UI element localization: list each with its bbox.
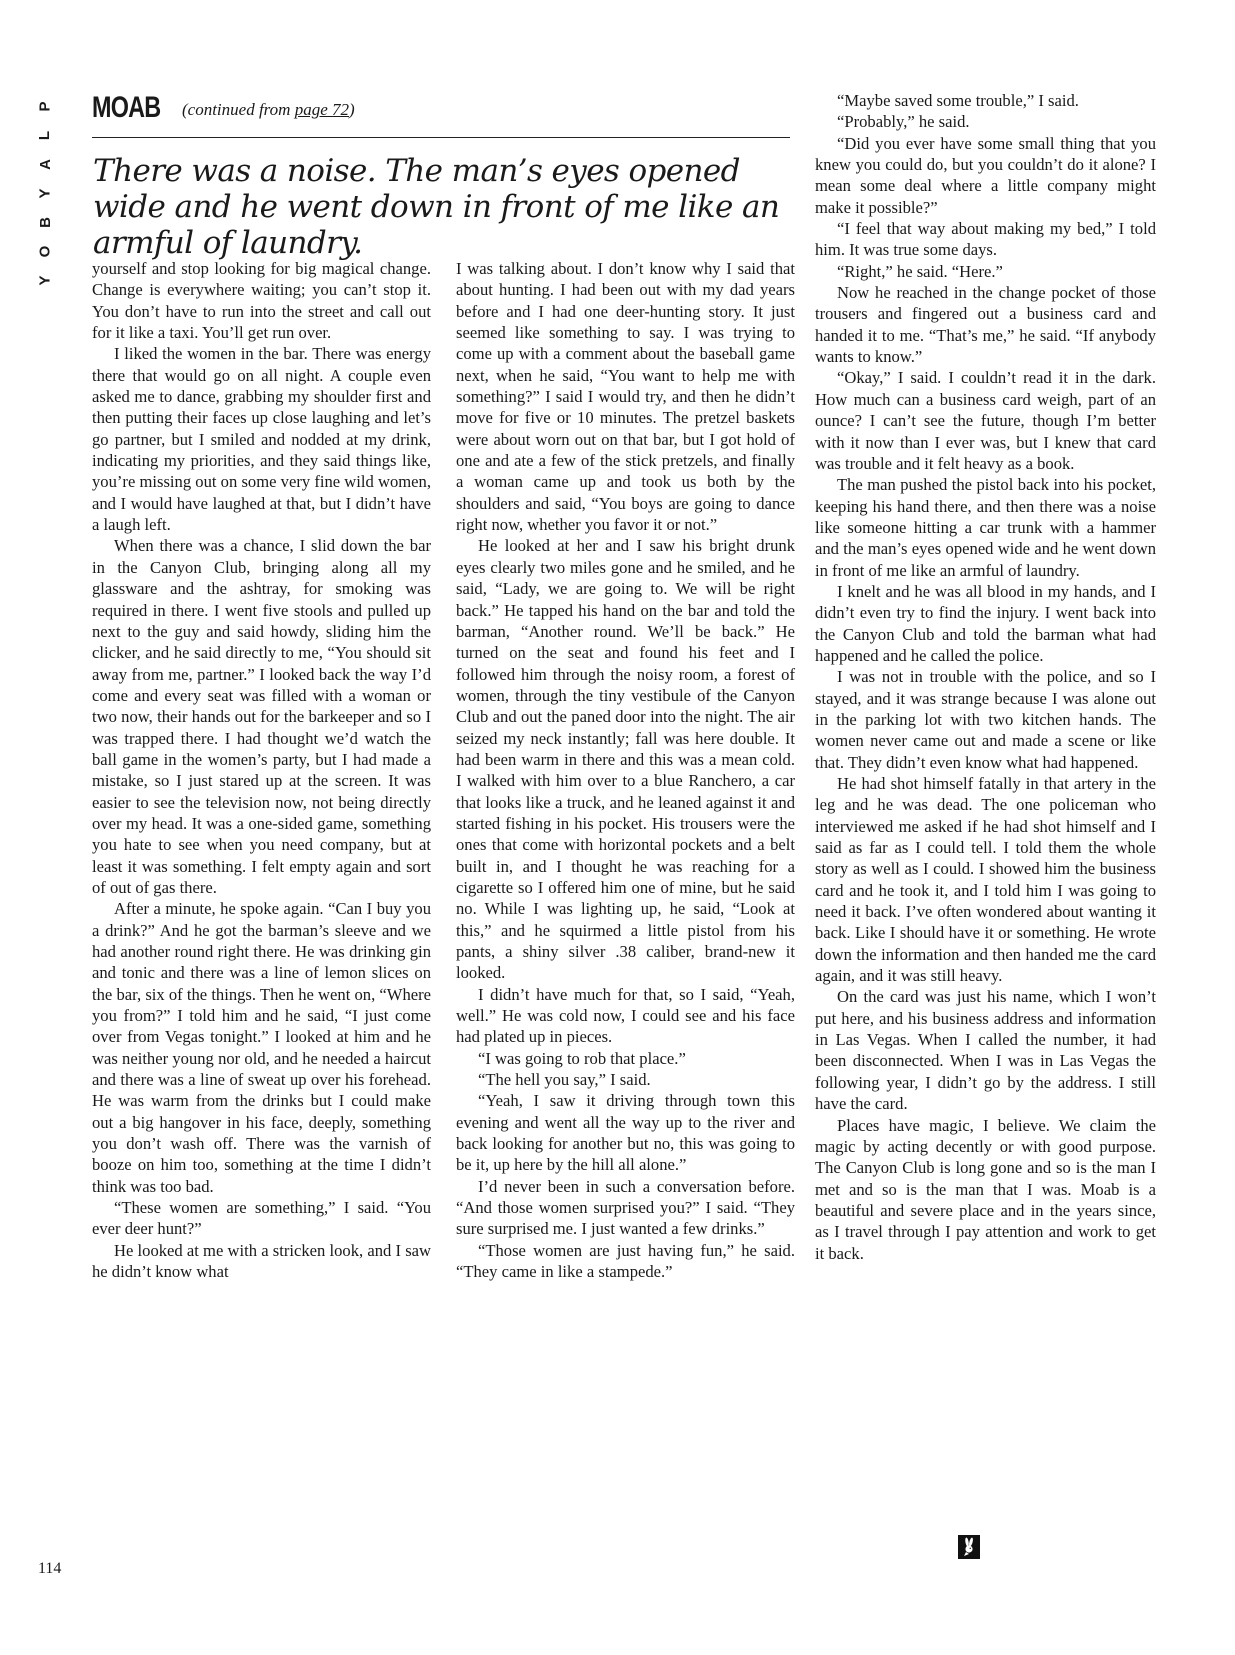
bunny-logo-icon (961, 1537, 977, 1557)
paragraph: The man pushed the pistol back into his pocket, keeping his hand there, and then there was a noise like someone hitting a car trunk with a hammer and the man’s eyes opened wide and he went down in front of me like an armful of laundry. (815, 475, 1156, 580)
paragraph: On the card was just his name, which I won’t put here, and his business address and information in Las Vegas. When I called the number, it had been disconnected. When I was in Las Vegas the following year, I didn’t go by the address. I still have the card. (815, 987, 1156, 1114)
paragraph: “The hell you say,” I said. (478, 1070, 651, 1090)
paragraph: “I was going to rob that place.” (478, 1048, 686, 1068)
paragraph: Now he reached in the change pocket of those trousers and fingered out a business card and handed it to me. “That’s me,” he said. “If anybody wants to know.” (815, 283, 1156, 367)
paragraph: When there was a chance, I slid down the bar in the Canyon Club, bringing along all my glassware and the ashtray, for smoking was required in there. I went five stools and pulled up next to the guy and said howdy, sliding him the clicker, and he said directly to me, “You should sit away from me, partner.” I looked back the way I’d come and every seat was filled with a woman or two now, their hands out for the barkeeper and so I was trapped there. I had thought we’d watch the ball game in the women’s party, but I had made a mistake, so I just stared up at the screen. It was easier to see the television now, not being directly over my head. It was a one-sided game, something you hate to see when you need company, but at least it was something. I felt empty again and sort of out of gas there. (92, 536, 431, 897)
article-header (92, 90, 790, 132)
magazine-name-vertical (30, 92, 60, 295)
magazine-letter: B (36, 217, 54, 228)
continued-suffix: ) (348, 100, 355, 119)
bunny-logo-icon (958, 1535, 980, 1559)
magazine-letter: A (36, 159, 54, 170)
paragraph: I knelt and he was all blood in my hands, and I didn’t even try to find the injury. I went back into the Canyon Club and told the barman what had happened and he called the police. (815, 581, 1156, 665)
paragraph: “Those women are just having fun,” he said. “They came in like a stampede.” (456, 1240, 795, 1282)
paragraph: “Maybe saved some trouble,” I said. (837, 91, 1079, 110)
paragraph: I liked the women in the bar. There was energy there that would go on all night. A couple even asked me to dance, grabbing my shoulder first and then putting their faces up close laughing and let’s go partner, but I smiled and nodded at my drink, indicating my priorities, and they said things like, you’re missing out on some very fine wild women, and I would have laughed at that, but I didn’t have a laugh left. (92, 344, 431, 535)
magazine-letter: Y (36, 188, 54, 199)
paragraph: He looked at me with a stricken look, and I saw he didn’t know what (92, 1240, 431, 1282)
paragraph: I was not in trouble with the police, and so I stayed, and it was strange because I was alone out in the parking lot with two kitchen hands. The women never came out and made a scene or like that. They didn’t even know what had happened. (815, 667, 1156, 772)
magazine-letter: Y (36, 275, 54, 286)
paragraph: “Yeah, I saw it driving through town this evening and went all the way up to the river and back looking for another but no, this was going to be it, up here by the hill all alone.” (456, 1091, 795, 1175)
article-title: MOAB (92, 91, 161, 124)
continued-note (182, 100, 355, 120)
header-rule (92, 137, 790, 138)
continued-prefix: (continued from (182, 100, 295, 119)
paragraph: I was talking about. I don’t know why I said that about hunting. I had been out with my dad years before and I had one deer-hunting story. It just seemed like something to say. I was trying to come up with a comment about the baseball game next, when he said, “You want to help me with something?” I said I would try, and then he didn’t move for five or 10 minutes. The pretzel baskets were about worn out on that bar, but I got hold of one and ate a few of the stick pretzels, and finally a woman came up and took us both by the shoulders and said, “You boys are going to dance right now, whether you favor it or not.” (456, 259, 795, 535)
text-column-2 (456, 258, 795, 1283)
paragraph: “Right,” he said. “Here.” (837, 261, 1003, 281)
pull-quote: There was a noise. The man’s eyes opened wide and he went down in front of me like an armful of laundry. (93, 153, 780, 261)
text-column-3 (815, 90, 1156, 1264)
paragraph: “I feel that way about making my bed,” I told him. It was true some days. (815, 219, 1156, 260)
paragraph: “Did you ever have some small thing that you knew you could do, but you couldn’t do it alone? I mean some deal where a little company might make it possible?” (815, 133, 1156, 217)
paragraph: I’d never been in such a conversation before. “And those women surprised you?” I said. “They sure surprised me. I just wanted a few drinks.” (456, 1176, 795, 1239)
paragraph: “Okay,” I said. I couldn’t read it in the dark. How much can a business card weigh, part of an ounce? I can’t see the future, though I’m better with it now than I ever was, but I knew that card was trouble and it felt heavy as a book. (815, 368, 1156, 473)
paragraph: I didn’t have much for that, so I said, “Yeah, well.” He was cold now, I could see and his face had plated up in pieces. (456, 984, 795, 1047)
magazine-letter: O (36, 245, 54, 258)
text-column-1 (92, 258, 431, 1283)
paragraph: He looked at her and I saw his bright drunk eyes clearly two miles gone and he smiled, and he said, “Lady, we are going to. We will be right back.” He tapped his hand on the bar and told the barman, “Another round. We’ll be back.” He turned on the seat and found his feet and I followed him through the noisy room, a forest of women, through the tiny vestibule of the Canyon Club and out the paned door into the night. The air seized my neck instantly; fall was here double. It had been warm in there and this was a mean cold. I walked with him over to a blue Ranchero, a car that looks like a truck, and he leaned against it and started fishing in his pocket. His trousers were the ones that come with horizontal pockets and a belt built in, and I thought he was reaching for a cigarette so I offered him one of mine, but he said no. While I was lighting up, he said, “Look at this,” and he squirmed a little pistol from his pants, a shiny silver .38 caliber, brand-new it looked. (456, 536, 795, 983)
paragraph: yourself and stop looking for big magical change. Change is everywhere waiting; you can’t stop it. You don’t have to run into the street and call out for it like a taxi. You’ll get run over. (92, 259, 431, 343)
paragraph: He had shot himself fatally in that artery in the leg and he was dead. The one policeman who interviewed me asked if he had shot himself and I said as far as I could tell. I told them the whole story as well as I could. I showed him the business card and he took it, and I told him I was going to need it back. I’ve often wondered about wanting it back. Like I should have it or something. He wrote down the information and then handed me the card again, and it was still heavy. (815, 774, 1156, 986)
magazine-letter: L (36, 130, 54, 141)
continued-page-link[interactable]: page 72 (294, 100, 349, 119)
paragraph: “Probably,” he said. (837, 112, 970, 132)
page-number: 114 (38, 1560, 62, 1577)
paragraph: “These women are something,” I said. “You ever deer hunt?” (92, 1198, 431, 1239)
paragraph: Places have magic, I believe. We claim the magic by acting decently or with good purpose. The Canyon Club is long gone and so is the man I met and so is the man that I was. Moab is a beautiful and severe place and in the years since, as I travel through I pay attention and work to get it back. (815, 1115, 1156, 1263)
magazine-letter: P (36, 101, 54, 112)
paragraph: After a minute, he spoke again. “Can I buy you a drink?” And he got the barman’s sleeve and we had another round right there. He was drinking gin and tonic and there was a line of lemon slices on the bar, six of the things. Then he went on, “Where you from?” I told him and he said, “I just come over from Vegas tonight.” I looked at him and he was neither young nor old, and he needed a haircut and there was a line of sweat up over his forehead. He was warm from the drinks but I could make out a big hangover in his face, deeply, something you don’t wash off. There was the varnish of booze on him too, something at the time I didn’t think was too bad. (92, 899, 431, 1196)
